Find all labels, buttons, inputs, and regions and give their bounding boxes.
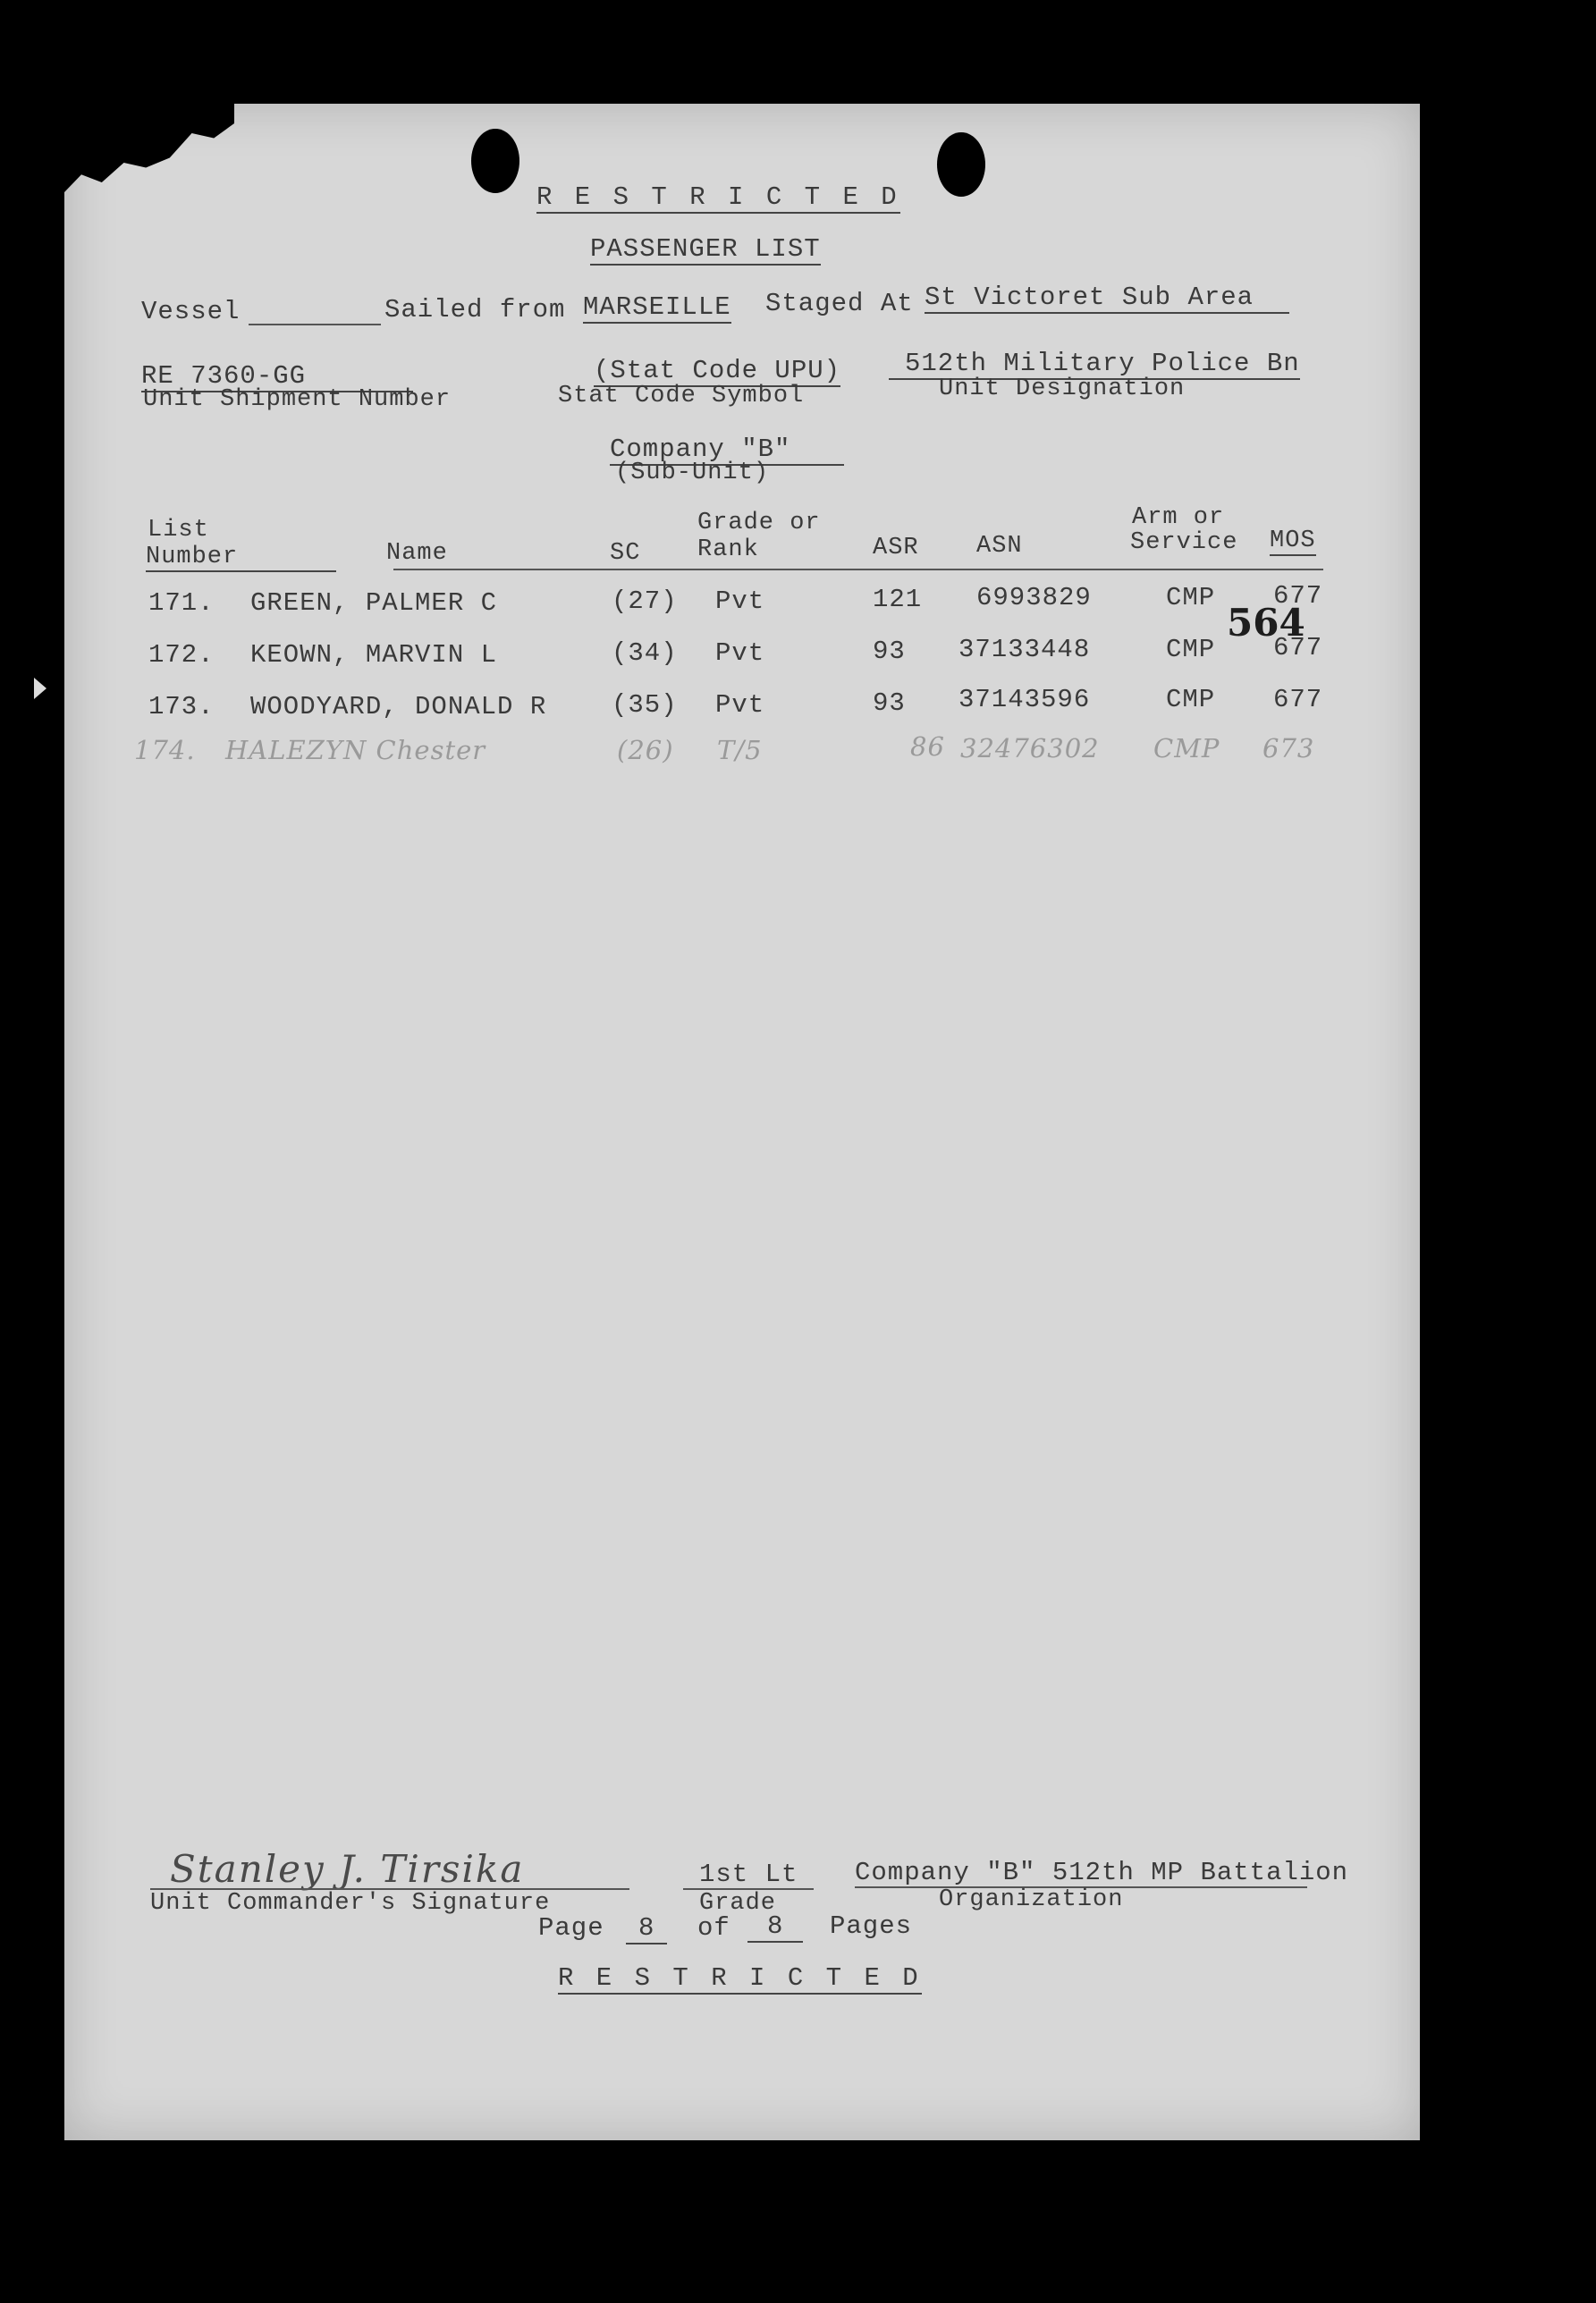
header-asr: ASR: [873, 535, 919, 561]
row-sc: (34): [612, 638, 678, 668]
row-asr: 93: [873, 637, 906, 666]
staged-at-label: Staged At: [765, 289, 914, 318]
row-grade: Pvt: [715, 586, 765, 616]
header-asn: ASN: [976, 533, 1023, 560]
staged-at-value: St Victoret Sub Area: [925, 283, 1289, 314]
grade-value: 1st Lt: [699, 1860, 798, 1889]
row-asn: 37133448: [958, 635, 1091, 664]
page-prefix: Page: [538, 1913, 604, 1943]
document-title: PASSENGER LIST: [590, 234, 821, 264]
row-arm: CMP: [1166, 685, 1216, 714]
commander-signature: Stanley J. Tirsika: [170, 1847, 525, 1891]
classification-bottom: R E S T R I C T E D: [558, 1963, 922, 1993]
header-mos: MOS: [1270, 527, 1316, 554]
row-number: 172.: [148, 640, 215, 670]
sub-unit-label: (Sub-Unit): [615, 460, 770, 486]
row-sc: (27): [612, 586, 678, 616]
grade-label: Grade: [699, 1890, 777, 1917]
row-asr: 86: [910, 731, 945, 762]
punch-hole-right: [937, 132, 985, 197]
stat-code-value: (Stat Code UPU): [594, 356, 841, 385]
unit-shipment-label: Unit Shipment Number: [143, 386, 452, 413]
row-number: 174.: [134, 735, 196, 765]
stat-code-label: Stat Code Symbol: [558, 383, 805, 409]
header-grade: Grade or: [697, 510, 821, 536]
header-arm: Arm or: [1132, 504, 1225, 531]
header-service: Service: [1130, 529, 1238, 556]
unit-shipment-number: RE 7360-GG: [141, 361, 413, 392]
row-mos: 677: [1273, 633, 1323, 662]
signature-label: Unit Commander's Signature: [150, 1890, 551, 1917]
row-number: 173.: [148, 692, 215, 721]
organization-value: Company "B" 512th MP Battalion: [855, 1858, 1349, 1887]
header-underline: [393, 569, 1323, 570]
row-number: 171.: [148, 588, 215, 618]
row-asn: 32476302: [960, 733, 1100, 763]
page-of: of: [697, 1913, 730, 1943]
row-grade: Pvt: [715, 690, 765, 720]
header-sc: SC: [610, 540, 641, 567]
vessel-blank: [249, 324, 381, 325]
page-current: 8: [626, 1913, 667, 1944]
sub-unit-value: Company "B": [610, 434, 844, 466]
sailed-from-label: Sailed from: [384, 295, 566, 325]
page-suffix: Pages: [830, 1911, 913, 1941]
row-arm: CMP: [1166, 635, 1216, 664]
row-mos: 677: [1273, 685, 1323, 714]
row-asr: 121: [873, 585, 923, 614]
punch-hole-left: [471, 129, 519, 193]
header-list: List: [148, 517, 209, 544]
header-name: Name: [386, 540, 448, 567]
classification-top: R E S T R I C T E D: [536, 182, 900, 212]
row-asn: 6993829: [976, 583, 1092, 612]
header-number: Number: [146, 544, 336, 572]
unit-designation-label: Unit Designation: [939, 375, 1186, 402]
row-arm: CMP: [1153, 733, 1220, 763]
header-rank: Rank: [697, 536, 759, 563]
page-stamp-number: 564: [1227, 601, 1305, 645]
unit-designation-value: 512th Military Police Bn: [889, 349, 1300, 380]
vessel-label: Vessel: [141, 297, 241, 326]
row-sc: (35): [612, 690, 678, 720]
row-grade: Pvt: [715, 638, 765, 668]
page-total: 8: [747, 1911, 803, 1943]
row-name: WOODYARD, DONALD R: [250, 692, 547, 721]
frame-marker-icon: [34, 678, 46, 699]
row-mos: 673: [1262, 733, 1315, 763]
row-mos: 677: [1273, 581, 1323, 611]
row-sc: (26): [617, 735, 674, 765]
row-name: GREEN, PALMER C: [250, 588, 498, 618]
row-name: KEOWN, MARVIN L: [250, 640, 498, 670]
row-arm: CMP: [1166, 583, 1216, 612]
row-name: HALEZYN Chester: [225, 735, 486, 765]
row-asn: 37143596: [958, 685, 1091, 714]
organization-label: Organization: [939, 1886, 1124, 1913]
row-grade: T/5: [717, 735, 763, 765]
row-asr: 93: [873, 688, 906, 718]
sailed-from-value: MARSEILLE: [583, 292, 731, 322]
